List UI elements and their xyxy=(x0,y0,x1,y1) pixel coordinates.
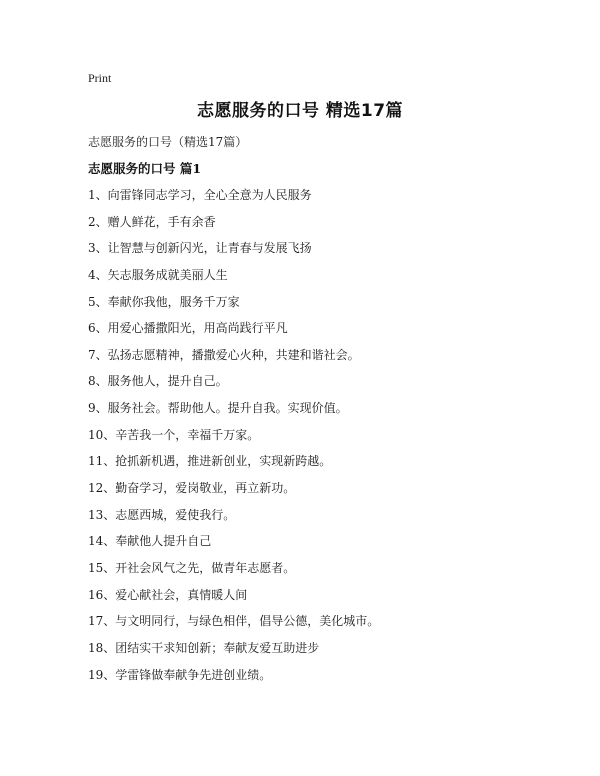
list-item: 1、向雷锋同志学习，全心全意为人民服务 xyxy=(88,188,312,202)
print-label: Print xyxy=(88,71,112,85)
document-title: 志愿服务的口号 精选17篇 xyxy=(196,101,404,121)
list-item: 6、用爱心播撒阳光，用高尚践行平凡 xyxy=(88,321,288,336)
list-item: 13、志愿西城，爱使我行。 xyxy=(88,507,236,522)
list-item: 16、爱心献社会，真情暖人间 xyxy=(88,587,248,602)
list-item: 3、让智慧与创新闪光，让青春与发展飞扬 xyxy=(88,241,312,256)
list-item: 10、辛苦我一个，幸福千万家。 xyxy=(88,427,260,442)
list-item: 11、抢抓新机遇，推进新创业，实现新跨越。 xyxy=(88,454,332,469)
list-item: 14、奉献他人提升自己 xyxy=(88,534,212,549)
list-item: 5、奉献你我他，服务千万家 xyxy=(88,294,240,309)
list-item: 4、矢志服务成就美丽人生 xyxy=(88,267,228,282)
list-item: 15、开社会风气之先，做青年志愿者。 xyxy=(88,560,296,575)
document-subtitle: 志愿服务的口号（精选17篇） xyxy=(88,135,248,149)
list-item: 19、学雷锋做奉献争先进创业绩。 xyxy=(88,667,272,682)
list-item: 17、与文明同行，与绿色相伴，倡导公德，美化城市。 xyxy=(88,614,380,629)
slogan-list xyxy=(88,186,379,692)
list-item: 8、服务他人，提升自己。 xyxy=(88,374,228,389)
list-item: 9、服务社会。帮助他人。提升自我。实现价值。 xyxy=(88,401,348,416)
list-item: 7、弘扬志愿精神，播撒爱心火种，共建和谐社会。 xyxy=(88,347,360,362)
list-item: 18、团结实干求知创新；奉献友爱互助进步 xyxy=(88,640,320,655)
section-heading: 志愿服务的口号 篇1 xyxy=(88,161,202,176)
list-item: 2、赠人鲜花，手有余香 xyxy=(88,214,216,229)
list-item: 12、勤奋学习，爱岗敬业，再立新功。 xyxy=(88,481,296,496)
